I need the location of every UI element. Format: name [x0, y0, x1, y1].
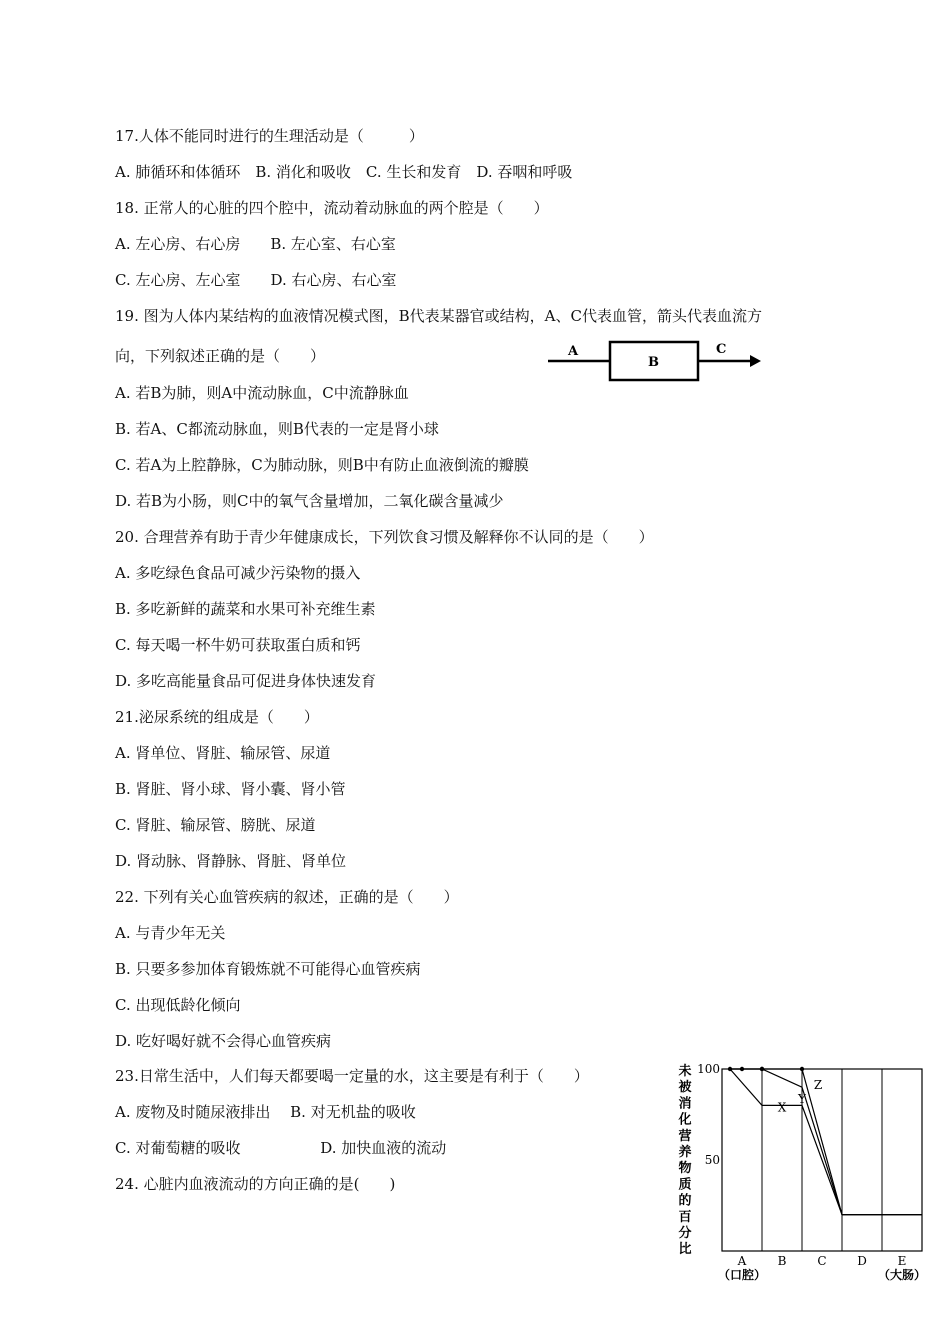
q19-option-d: D. 若B为小肠，则C中的氧气含量增加，二氧化碳含量减少 — [115, 492, 504, 510]
flow-label-c: C — [716, 342, 727, 357]
chart-point — [728, 1067, 732, 1071]
q18-options-ab: A. 左心房、右心房 B. 左心室、右心室 — [115, 235, 396, 253]
q22-option-a: A. 与青少年无关 — [115, 924, 226, 942]
q22-option-c: C. 出现低龄化倾向 — [115, 996, 241, 1014]
flow-label-a: A — [568, 344, 579, 359]
chart-x-note: （口腔） — [717, 1268, 767, 1282]
chart-ylabel-char: 消 — [678, 1096, 692, 1112]
chart-series-line-x — [730, 1069, 922, 1215]
chart-ylabel-char: 物 — [678, 1161, 692, 1177]
q19-option-b: B. 若A、C都流动脉血，则B代表的一定是肾小球 — [115, 420, 439, 438]
chart-x-note: （大肠） — [877, 1268, 927, 1282]
q23-options-ab: A. 废物及时随尿液排出 B. 对无机盐的吸收 — [115, 1103, 416, 1121]
q20-stem: 20. 合理营养有助于青少年健康成长，下列饮食习惯及解释你不认同的是（ ） — [115, 528, 654, 546]
q19-stem-cont: 向，下列叙述正确的是（ ） — [115, 347, 326, 365]
chart-ylabel-char: 化 — [678, 1112, 692, 1128]
q21-option-d: D. 肾动脉、肾静脉、肾脏、肾单位 — [115, 852, 347, 870]
q20-option-d: D. 多吃高能量食品可促进身体快速发育 — [115, 672, 377, 690]
q20-option-c: C. 每天喝一杯牛奶可获取蛋白质和钙 — [115, 636, 361, 654]
chart-point — [740, 1067, 744, 1071]
chart-x-tick-label: A — [737, 1254, 747, 1268]
digestion-chart — [672, 1050, 927, 1290]
q18-stem: 18. 正常人的心脏的四个腔中，流动着动脉血的两个腔是（ ） — [115, 199, 549, 217]
chart-ylabel-char: 未 — [678, 1064, 692, 1079]
chart-ylabel — [677, 1063, 691, 1257]
q19-option-a: A. 若B为肺，则A中流动脉血，C中流静脉血 — [115, 384, 409, 402]
q21-stem: 21.泌尿系统的组成是（ ） — [115, 708, 319, 726]
chart-point — [800, 1067, 804, 1071]
chart-x-tick-label: D — [857, 1254, 867, 1268]
chart-ylabel-char: 被 — [678, 1080, 692, 1096]
chart-x-tick-label: E — [897, 1254, 907, 1268]
chart-point — [760, 1067, 764, 1071]
q19-option-c: C. 若A为上腔静脉，C为肺动脉，则B中有防止血液倒流的瓣膜 — [115, 456, 529, 474]
chart-ylabel-char: 百 — [678, 1209, 692, 1225]
chart-ylabel-char: 的 — [678, 1193, 692, 1209]
chart-series-label: Y — [798, 1092, 806, 1107]
q24-stem: 24. 心脏内血液流动的方向正确的是( ) — [115, 1175, 396, 1193]
q22-option-d: D. 吃好喝好就不会得心血管疾病 — [115, 1032, 332, 1050]
flow-label-b: B — [648, 355, 659, 370]
chart-ylabel-char: 养 — [678, 1145, 692, 1160]
chart-series-label: Z — [813, 1078, 823, 1092]
q21-option-a: A. 肾单位、肾脏、输尿管、尿道 — [115, 744, 331, 762]
q21-option-c: C. 肾脏、输尿管、膀胱、尿道 — [115, 816, 316, 834]
chart-series-line-z — [730, 1069, 922, 1215]
q17-options: A. 肺循环和体循环 B. 消化和吸收 C. 生长和发育 D. 吞咽和呼吸 — [115, 163, 573, 181]
q20-option-b: B. 多吃新鲜的蔬菜和水果可补充维生素 — [115, 600, 376, 618]
chart-series-label: X — [777, 1100, 787, 1115]
chart-y-tick-label: 50 — [704, 1153, 720, 1167]
q18-options-cd: C. 左心房、左心室 D. 右心房、右心室 — [115, 271, 397, 289]
chart-ylabel-char: 分 — [678, 1226, 692, 1241]
q17-stem: 17.人体不能同时进行的生理活动是（ ） — [115, 127, 424, 145]
q21-option-b: B. 肾脏、肾小球、肾小囊、肾小管 — [115, 780, 346, 798]
q23-options-cd: C. 对葡萄糖的吸收 D. 加快血液的流动 — [115, 1139, 447, 1157]
chart-ylabel-char: 质 — [678, 1177, 692, 1193]
q22-stem: 22. 下列有关心血管疾病的叙述，正确的是（ ） — [115, 888, 459, 906]
q23-stem: 23.日常生活中，人们每天都要喝一定量的水，这主要是有利于（ ） — [115, 1067, 589, 1085]
q20-option-a: A. 多吃绿色食品可减少污染物的摄入 — [115, 564, 361, 582]
chart-ylabel-char: 营 — [678, 1128, 692, 1144]
flow-arrow-out-head — [750, 355, 761, 367]
chart-y-tick-label: 100 — [697, 1062, 720, 1076]
q22-option-b: B. 只要多参加体育锻炼就不可能得心血管疾病 — [115, 960, 421, 978]
q19-stem: 19. 图为人体内某结构的血液情况模式图，B代表某器官或结构，A、C代表血管，箭头代表血流方 — [115, 307, 762, 325]
chart-x-tick-label: C — [817, 1254, 827, 1268]
chart-series-line-y — [730, 1069, 922, 1215]
chart-x-tick-label: B — [777, 1254, 787, 1268]
chart-ylabel-char: 比 — [678, 1242, 692, 1258]
blood-flow-diagram — [548, 336, 763, 386]
